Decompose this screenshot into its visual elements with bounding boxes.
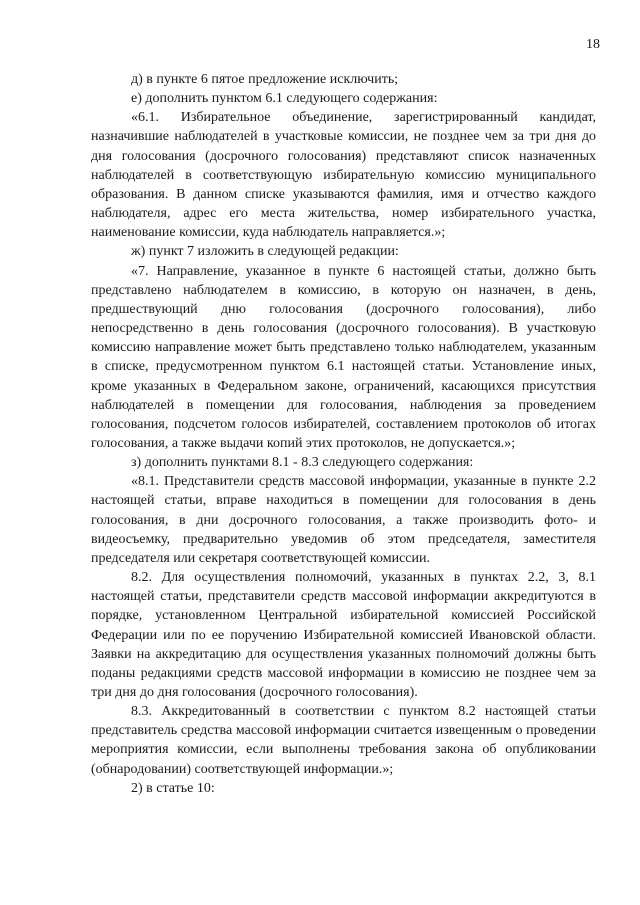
- paragraph-point-8-2: 8.2. Для осуществления полномочий, указанных в пунктах 2.2, 3, 8.1 настоящей статьи, представители средств массовой информации аккредитуются в порядке, установленном Центральной избирательной комиссией Российской Федерации или по ее поручению Избирательной комиссией Ивановской области. Заявки на аккредитацию для осуществления указанных полномочий должны быть поданы редакциями средств массовой информации в комиссию не позднее чем за три дня до дня голосования (досрочного голосования).: [91, 570, 596, 700]
- paragraph-point-8-1: «8.1. Представители средств массовой информации, указанные в пункте 2.2 настоящей статьи, вправе находиться в помещении для голосования в день голосования, в дни досрочного голосования, а также производить фото- и видеосъемку, предварительно уведомив об этом председателя, заместителя председателя или секретаря соответствующей комиссии.: [91, 474, 596, 566]
- paragraph-item-zh: ж) пункт 7 изложить в следующей редакции:: [131, 244, 399, 260]
- paragraph-point-7: «7. Направление, указанное в пункте 6 настоящей статьи, должно быть представлено наблюдателем в комиссию, в которую он назначен, в день, предшествующий дню голосования (досрочного голосования), либо непосредственно в день голосования (досрочного голосования). В участковую комиссию направление может быть представлено только наблюдателем, указанным в списке, предусмотренном пунктом 6.1 настоящей статьи. Установление иных, кроме указанных в Федеральном законе, ограничений, касающихся присутствия наблюдателей в помещении для голосования, наблюдения за проведением голосования, подсчетом голосов избирателей, составлением протоколов об итогах голосования, а также выдачи копий этих протоколов, не допускается.»;: [91, 263, 596, 451]
- page-number: 18: [586, 37, 600, 52]
- paragraph-item-d: д) в пункте 6 пятое предложение исключить;: [131, 72, 399, 87]
- paragraph-item-e: е) дополнить пунктом 6.1 следующего содержания:: [131, 91, 438, 107]
- paragraph-article-10: 2) в статье 10:: [131, 780, 215, 796]
- paragraph-item-z: з) дополнить пунктами 8.1 - 8.3 следующего содержания:: [131, 455, 474, 471]
- paragraph-point-6-1: «6.1. Избирательное объединение, зарегистрированный кандидат, назначившие наблюдателей в участковые комиссии, не позднее чем за три дня до дня голосования (досрочного голосования) представляют список назначенных наблюдателей в соответствующую избирательную комиссию муниципального образования. В данном списке указываются фамилия, имя и отчество каждого наблюдателя, адрес его места жительства, номер избирательного участка, наименование комиссии, куда наблюдатель направляется.»;: [91, 110, 596, 241]
- paragraph-point-8-3: 8.3. Аккредитованный в соответствии с пунктом 8.2 настоящей статьи представитель средства массовой информации считается извещенным о проведении мероприятия комиссии, если выполнены требования закона об опубликовании (обнародовании) соответствующей информации.»;: [91, 704, 596, 777]
- document-body: [91, 70, 596, 798]
